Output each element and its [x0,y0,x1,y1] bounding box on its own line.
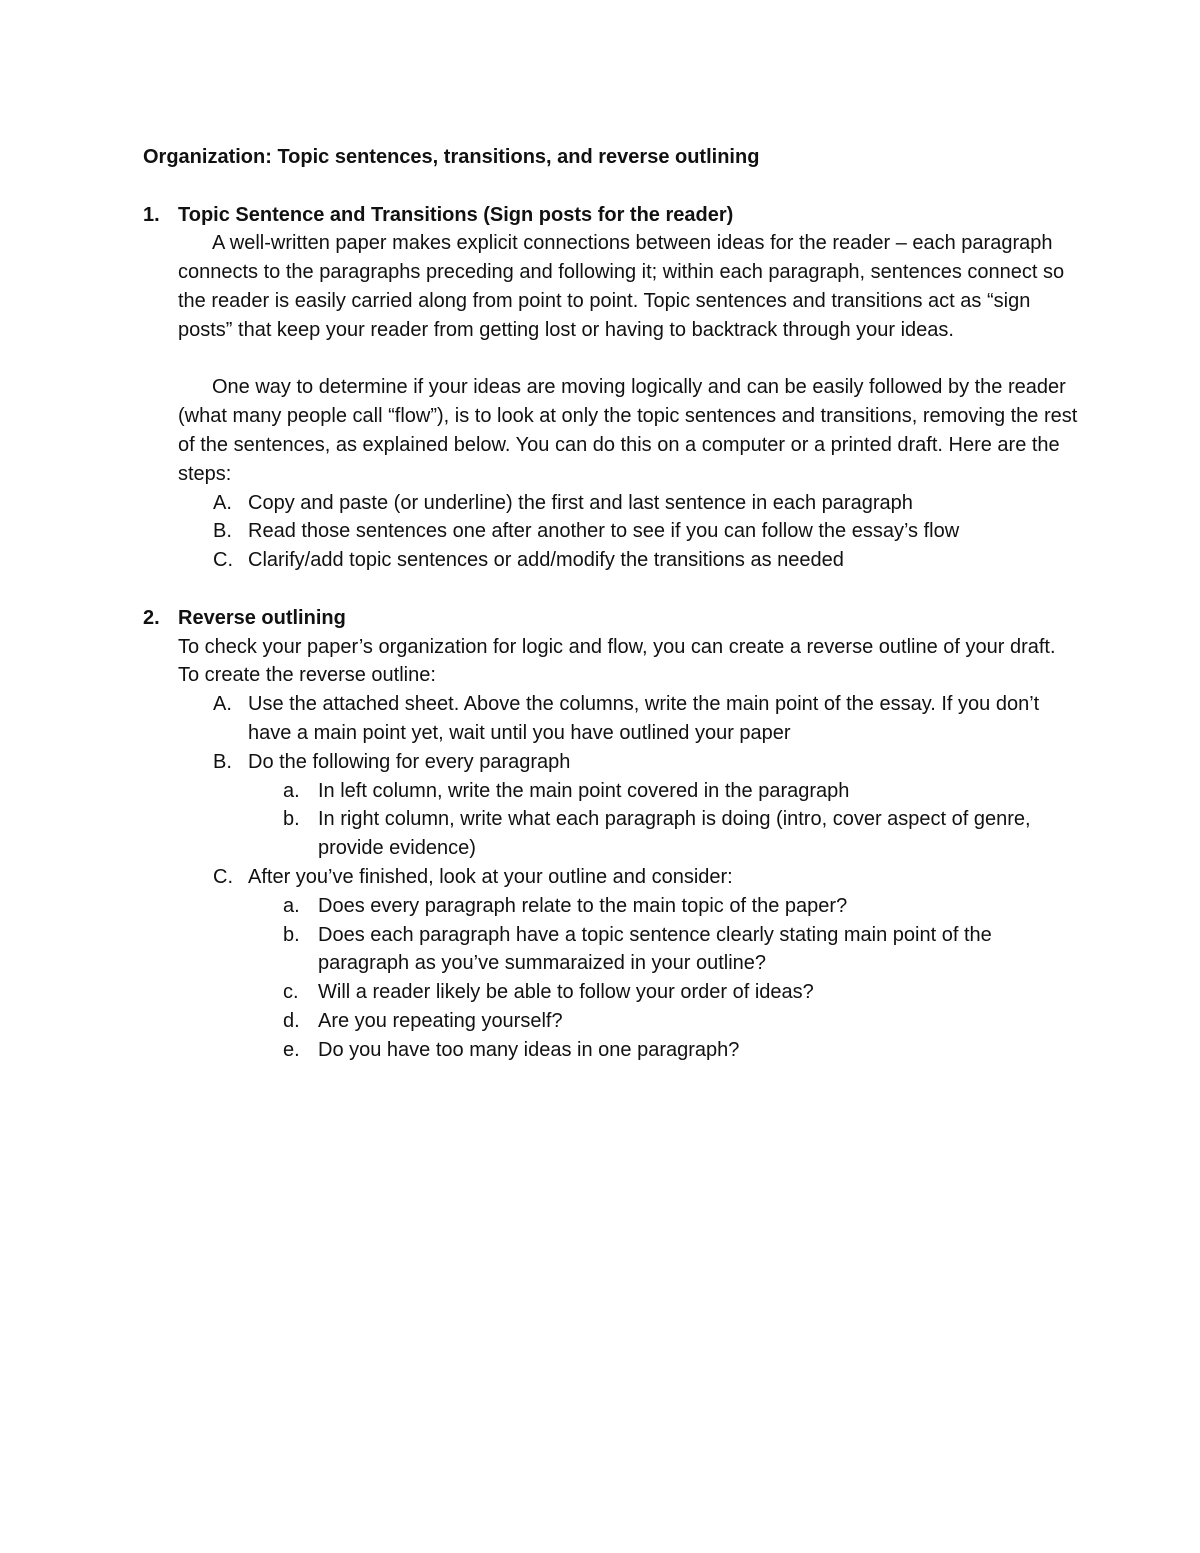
list-item-text: After you’ve finished, look at your outline and consider: [248,865,733,888]
list-item [143,863,1078,892]
sub-list-item [143,777,1078,806]
spacer [143,172,1078,201]
document-title: Organization: Topic sentences, transitions, and reverse outlining [143,146,760,168]
section-2-body [143,633,1078,691]
list-marker: B. [213,520,232,543]
section-1-body [143,229,1078,488]
sub-list-item [143,1036,1078,1065]
sub-list-item-text: In right column, write what each paragraph is doing (intro, cover aspect of genre, provide evidence) [318,808,1031,860]
list-item [143,517,1078,546]
sub-list-marker: c. [283,981,299,1004]
section-1-number: 1. [143,203,160,226]
list-marker: A. [213,491,232,514]
sub-list-marker: b. [283,923,300,946]
sub-list-marker: d. [283,1009,300,1032]
section-1-paragraph-1: A well-written paper makes explicit connections between ideas for the reader – each paragraph connects to the paragraphs preceding and following it; within each paragraph, sentences connect so the reader is easily carried along from point to point. Topic sentences and transitions act as “sign posts” that keep your reader from getting lost or having to backtrack through your ideas. [178,232,1065,341]
sub-list-marker: b. [283,808,300,831]
list-item-text: Copy and paste (or underline) the first and last sentence in each paragraph [248,491,913,514]
sub-list-item [143,978,1078,1007]
section-1-title: Topic Sentence and Transitions (Sign posts for the reader) [178,203,734,226]
list-marker: B. [213,750,232,773]
list-item-text: Clarify/add topic sentences or add/modify the transitions as needed [248,549,844,572]
list-marker: C. [213,549,233,572]
list-item [143,546,1078,575]
spacer [143,575,1078,604]
sub-list-item-text: Will a reader likely be able to follow your order of ideas? [318,981,814,1004]
sub-list-item [143,805,1078,863]
list-marker: A. [213,693,232,716]
sub-list-marker: a. [283,894,300,917]
list-item-text: Do the following for every paragraph [248,750,571,773]
section-2-title: Reverse outlining [178,606,346,629]
sub-list-marker: e. [283,1038,300,1061]
sub-list-item-text: Does every paragraph relate to the main topic of the paper? [318,894,848,917]
sub-list-item [143,921,1078,979]
document-body [143,143,1078,1065]
sub-list-item-text: Are you repeating yourself? [318,1009,563,1032]
sub-list-item-text: Do you have too many ideas in one paragraph? [318,1038,740,1061]
sub-list-marker: a. [283,779,300,802]
sub-list-item [143,1007,1078,1036]
section-2-number: 2. [143,606,160,629]
list-marker: C. [213,865,233,888]
spacer [178,345,1078,374]
list-item [143,748,1078,777]
list-item-text: Use the attached sheet. Above the columns, write the main point of the essay. If you don’t have a main point yet, wait until you have outlined your paper [248,693,1040,744]
sub-list-item-text: Does each paragraph have a topic sentence clearly stating main point of the paragraph as you’ve summaraized in your outline? [318,923,992,975]
section-1-paragraph-2: One way to determine if your ideas are moving logically and can be easily followed by the reader (what many people call “flow”), is to look at only the topic sentences and transitions, removing the rest of the sentences, as explained below. You can do this on a computer or a printed draft. Here are the steps: [178,376,1078,485]
list-item-text: Read those sentences one after another to see if you can follow the essay’s flow [248,520,960,543]
sub-list-item [143,892,1078,921]
section-1-heading [143,201,1078,230]
section-2-heading [143,604,1078,633]
list-item [143,489,1078,518]
list-item [143,690,1078,748]
sub-list-item-text: In left column, write the main point covered in the paragraph [318,779,850,802]
section-2-paragraph-1: To check your paper’s organization for logic and flow, you can create a reverse outline of your draft. To create the reverse outline: [178,635,1056,687]
